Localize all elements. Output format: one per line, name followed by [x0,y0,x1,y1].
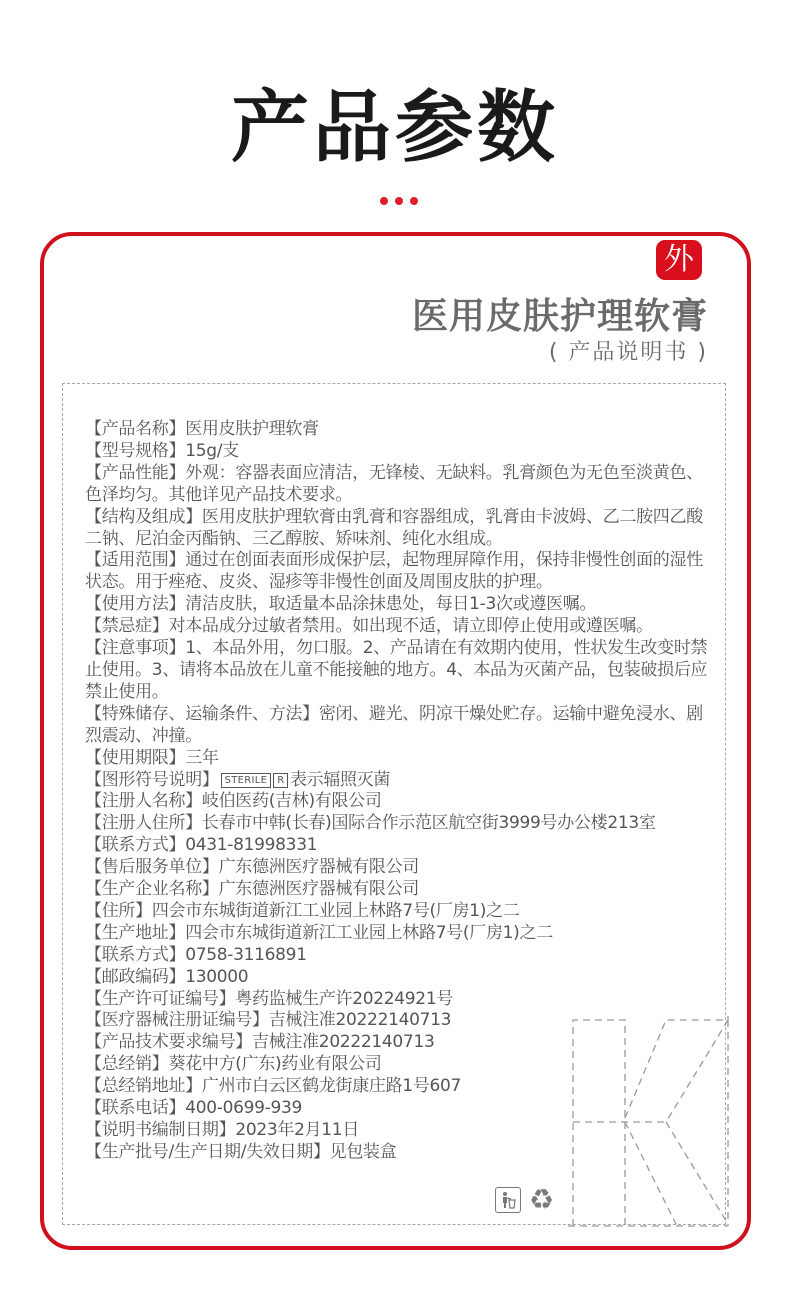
spec-item-after-sales: 【售后服务单位】广东德洲医疗器械有限公司 [85,857,420,878]
external-use-badge: 外 [656,240,702,280]
spec-item-tech-requirement: 【产品技术要求编号】吉械注准20222140713 [85,1032,435,1053]
tidyman-trash-icon [495,1187,521,1213]
page-title: 产品参数 [230,83,559,173]
spec-item-registrant: 【注册人名称】岐伯医药(吉林)有限公司 [85,791,382,812]
dot [380,197,388,205]
sterile-symbol-icon: STERILE [221,773,272,788]
spec-item-batch: 【生产批号/生产日期/失效日期】见包装盒 [85,1141,397,1162]
spec-item-scope: 【适用范围】通过在创面表面形成保护层，起物理屏障作用，保持非慢性创面的湿性状态。用于痤疮、皮炎、湿疹等非慢性创面及周围皮肤的护理。 [85,550,703,593]
dashed-letter-k-decoration [568,1016,730,1228]
recycle-icon: ♻ [529,1183,555,1216]
spec-item-composition: 【结构及组成】医用皮肤护理软膏由乳膏和容器组成，乳膏由卡波姆、乙二胺四乙酸二钠、尼泊金丙酯钠、三乙醇胺、矫味剂、纯化水组成。 [85,506,703,549]
spec-item-contact: 【联系方式】0431-81998331 [85,835,318,856]
spec-item-distributor: 【总经销】葵花中方(广东)药业有限公司 [85,1054,382,1075]
disposal-icons [495,1183,555,1216]
spec-item-usage: 【使用方法】清洁皮肤，取适量本品涂抹患处，每日1-3次或遵医嘱。 [85,594,597,615]
title-dots-divider [380,197,418,205]
spec-item-registration-cert: 【医疗器械注册证编号】吉械注准20222140713 [85,1010,452,1031]
spec-item-model: 【型号规格】15g/支 [85,440,239,461]
dot [410,197,418,205]
spec-item-contraindications: 【禁忌症】对本品成分过敏者禁用。如出现不适，请立即停止使用或遵医嘱。 [85,616,653,637]
spec-item-symbol: 【图形符号说明】 STERILE R 表示辐照灭菌 [85,769,391,790]
spec-item-phone: 【联系电话】400-0699-939 [85,1098,303,1119]
spec-item-registrant-address: 【注册人住所】长春市中韩(长春)国际合作示范区航空街3999号办公楼213室 [85,813,656,834]
spec-item-manufacturer: 【生产企业名称】广东德洲医疗器械有限公司 [85,879,420,900]
spec-item-manual-date: 【说明书编制日期】2023年2月11日 [85,1120,360,1140]
spec-item-name: 【产品名称】医用皮肤护理软膏 [85,419,319,439]
spec-item-precautions: 【注意事项】1、本品外用，勿口服。2、产品请在有效期内使用，性状发生改变时禁止使用。3、请将本品放在儿童不能接触的地方。4、本品为灭菌产品，包装破损后应禁止使用。 [85,638,708,702]
spec-item-storage: 【特殊储存、运输条件、方法】密闭、避光、阴凉干燥处贮存。运输中避免浸水、剧烈震动、冲撞。 [85,703,703,746]
spec-item-residence: 【住所】四会市东城街道新江工业园上林路7号(厂房1)之二 [85,900,520,921]
product-subtitle: ( 产品说明书 ) [548,340,708,365]
spec-item-shelf-life: 【使用期限】三年 [85,747,219,768]
spec-item-postcode: 【邮政编码】130000 [85,966,249,987]
spec-item-production-address: 【生产地址】四会市东城街道新江工业园上林路7号(厂房1)之二 [85,922,553,943]
product-name-heading: 医用皮肤护理软膏 [411,296,708,337]
spec-item-distributor-address: 【总经销地址】广州市白云区鹤龙街康庄路1号607 [85,1076,462,1097]
sterile-r-symbol-icon: R [273,773,288,788]
dot [395,197,403,205]
spec-item-contact-2: 【联系方式】0758-3116891 [85,944,307,965]
spec-item-production-license: 【生产许可证编号】粤药监械生产许20224921号 [85,988,454,1009]
spec-item-performance: 【产品性能】外观：容器表面应清洁，无锋棱、无缺料。乳膏颜色为无色至淡黄色、色泽均匀。其他详见产品技术要求。 [85,462,703,505]
